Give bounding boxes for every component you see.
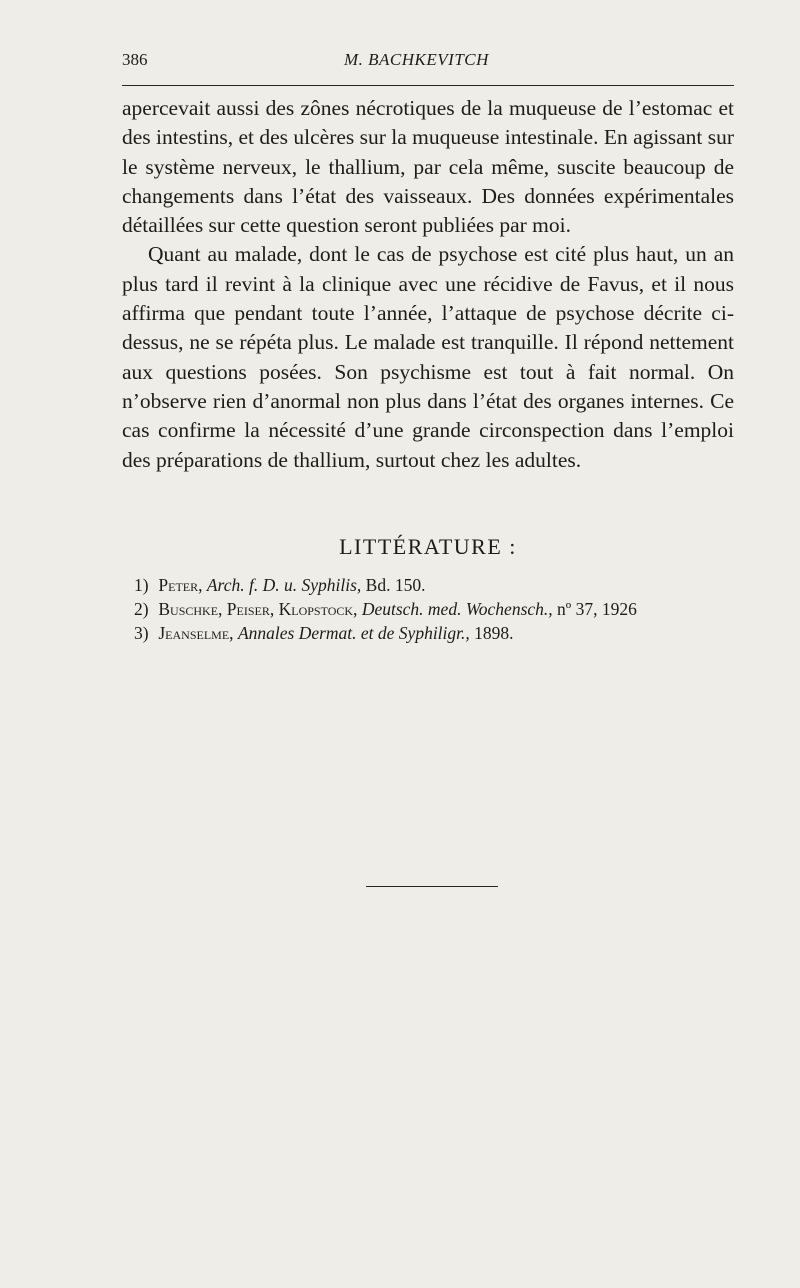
reference-number: 1) <box>134 575 149 595</box>
reference-authors: Peter, <box>158 575 203 595</box>
header-rule <box>122 85 734 86</box>
reference-journal: Deutsch. med. Wochensch., <box>361 599 553 619</box>
reference-item <box>134 597 734 621</box>
running-head: M. BACHKEVITCH <box>344 50 489 69</box>
section-title: LITTÉRATURE : <box>339 534 517 559</box>
reference-journal: Arch. f. D. u. Syphilis, <box>206 575 362 595</box>
reference-item <box>134 573 734 597</box>
body-text <box>122 94 734 475</box>
reference-details: Bd. 150. <box>365 575 426 595</box>
reference-authors: Buschke, Peiser, Klopstock, <box>158 599 358 619</box>
reference-journal: Annales Dermat. et de Syphiligr., <box>237 623 470 643</box>
reference-number: 3) <box>134 623 149 643</box>
page-number: 386 <box>122 50 148 69</box>
end-rule <box>366 886 498 887</box>
reference-list <box>134 573 734 645</box>
reference-item <box>134 621 734 645</box>
reference-number: 2) <box>134 599 149 619</box>
paragraph-continued: apercevait aussi des zônes nécrotiques de la muqueuse de l’estomac et des intestins, et des ulcères sur la muqueuse intestinale. En agissant sur le système nerveux, le thallium, par cela même, suscite beaucoup de changements dans l’état des vaisseaux. Des données expérimentales détaillées sur cette question seront publiées par moi. <box>122 96 735 238</box>
reference-authors: Jeanselme, <box>158 623 234 643</box>
reference-details: nº 37, 1926 <box>557 599 637 619</box>
reference-details: 1898. <box>474 623 514 643</box>
paragraph-case-followup: Quant au malade, dont le cas de psychose est cité plus haut, un an plus tard il revint à la clinique avec une récidive de Favus, et il nous affirma que pendant toute l’année, l’attaque de psychose décrite ci-dessus, ne se répéta plus. Le malade est tranquille. Il répond nettement aux questions posées. Son psychisme est tout à fait normal. On n’observe rien d’anormal non plus dans l’état des organes internes. Ce cas confirme la nécessité d’une grande circonspection dans l’emploi des préparations de thallium, surtout chez les adultes. <box>122 242 734 472</box>
page-header <box>122 50 734 72</box>
